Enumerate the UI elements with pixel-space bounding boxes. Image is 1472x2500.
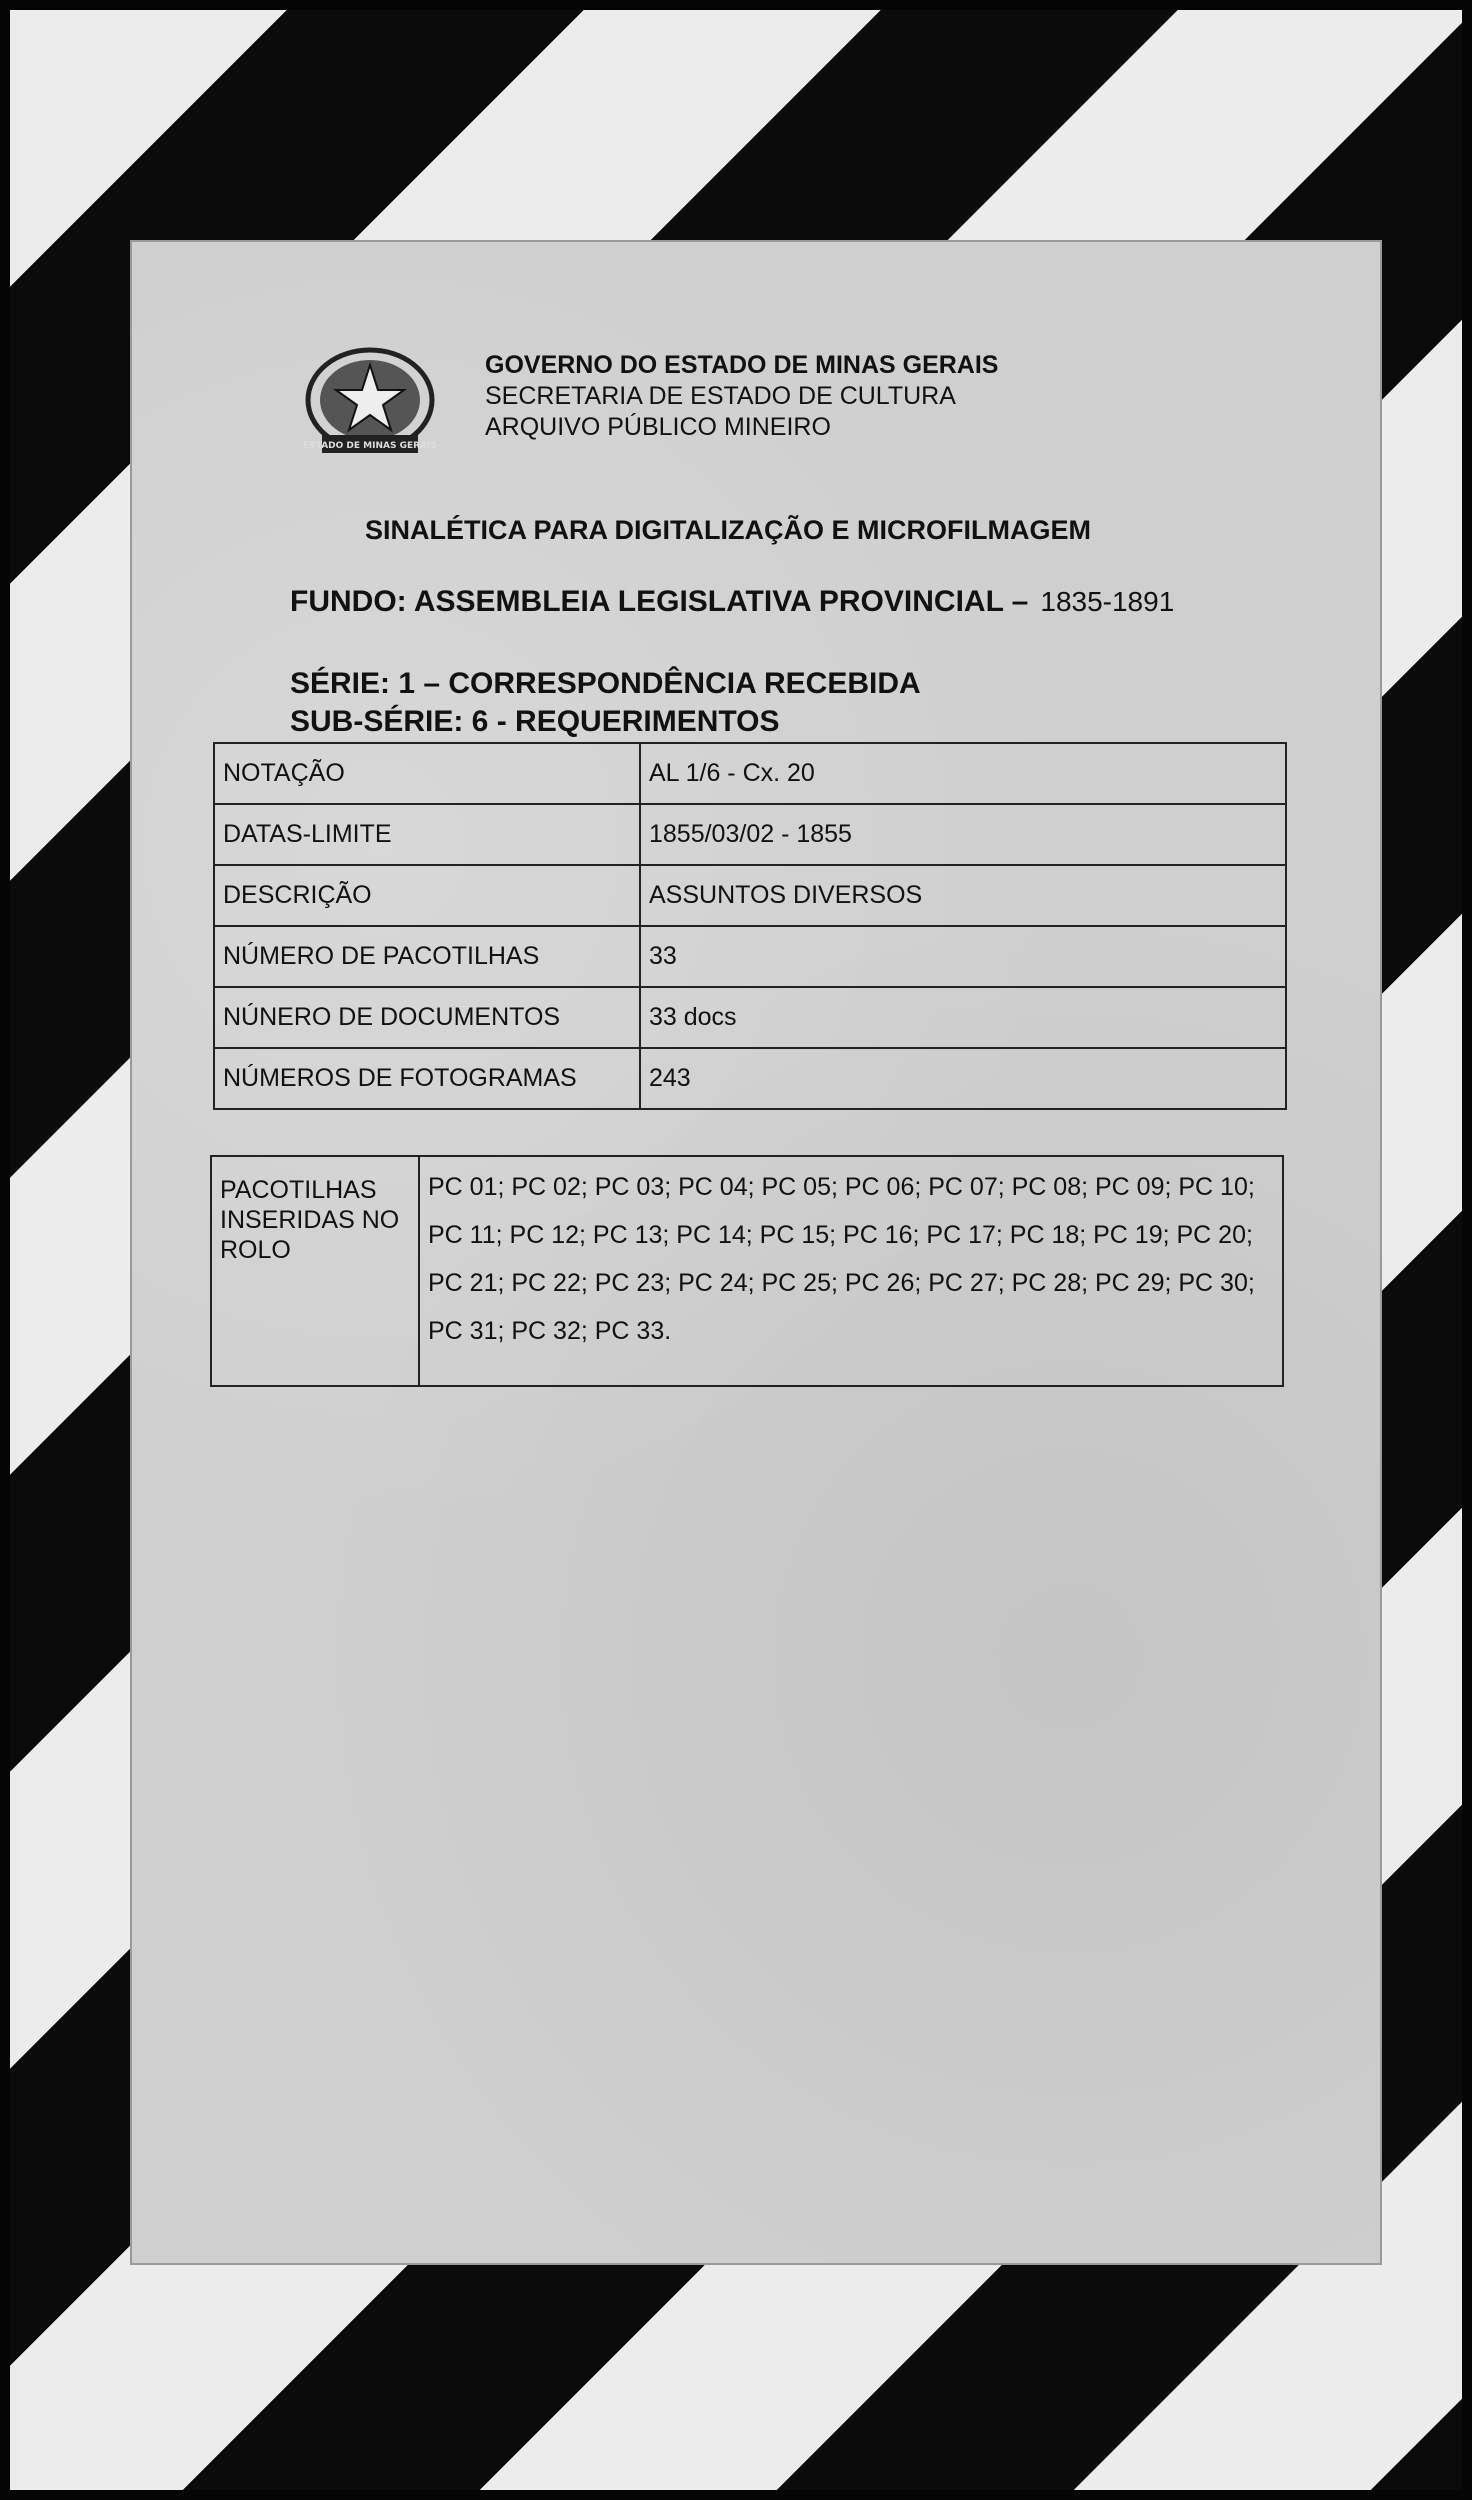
header-archive: ARQUIVO PÚBLICO MINEIRO	[485, 413, 831, 441]
rolo-label	[211, 1156, 419, 1386]
header-government: GOVERNO DO ESTADO DE MINAS GERAIS	[485, 351, 999, 379]
pacotilhas-line: PC 01; PC 02; PC 03; PC 04; PC 05; PC 06; PC 07; PC 08; PC 09; PC 10;	[428, 1173, 1255, 1201]
fundo-line	[290, 585, 1174, 619]
notacao-label: NOTAÇÃO	[214, 743, 640, 804]
pacotilhas-line: PC 11; PC 12; PC 13; PC 14; PC 15; PC 16; PC 17; PC 18; PC 19; PC 20;	[428, 1221, 1253, 1249]
fundo-years: 1835-1891	[1040, 586, 1175, 617]
rolo-label-line: PACOTILHAS	[220, 1176, 377, 1204]
fotogramas-count-label: NÚMEROS DE FOTOGRAMAS	[214, 1048, 640, 1109]
table-row	[214, 804, 1286, 865]
datas-limite-label: DATAS-LIMITE	[214, 804, 640, 865]
pacotilhas-line: PC 31; PC 32; PC 33.	[428, 1317, 672, 1345]
table-row	[214, 743, 1286, 804]
fundo-label: FUNDO: ASSEMBLEIA LEGISLATIVA PROVINCIAL –	[290, 585, 1029, 618]
metadata-table	[213, 742, 1287, 1110]
pacotilhas-rolo-table	[210, 1155, 1284, 1387]
notacao-value: AL 1/6 - Cx. 20	[640, 743, 1286, 804]
table-row	[214, 865, 1286, 926]
documentos-count-label: NÚNERO DE DOCUMENTOS	[214, 987, 640, 1048]
state-seal-emblem	[300, 345, 440, 465]
table-row	[214, 987, 1286, 1048]
subserie-line: SUB-SÉRIE: 6 - REQUERIMENTOS	[290, 705, 780, 738]
series-block	[290, 665, 921, 741]
descricao-value: ASSUNTOS DIVERSOS	[640, 865, 1286, 926]
documentos-count-value: 33 docs	[640, 987, 1286, 1048]
pacotilhas-count-label: NÚMERO DE PACOTILHAS	[214, 926, 640, 987]
rolo-label-line: INSERIDAS NO	[220, 1206, 400, 1234]
fotogramas-count-value: 243	[640, 1048, 1286, 1109]
seal-ribbon-text: ESTADO DE MINAS GERAIS	[303, 441, 437, 451]
header-secretariat: SECRETARIA DE ESTADO DE CULTURA	[485, 382, 956, 410]
datas-limite-value: 1855/03/02 - 1855	[640, 804, 1286, 865]
table-row	[214, 1048, 1286, 1109]
descricao-label: DESCRIÇÃO	[214, 865, 640, 926]
document-title: SINALÉTICA PARA DIGITALIZAÇÃO E MICROFILMAGEM	[365, 515, 1091, 545]
institution-header	[485, 350, 1385, 443]
table-row	[211, 1156, 1283, 1386]
rolo-label-line: ROLO	[220, 1236, 291, 1264]
serie-line: SÉRIE: 1 – CORRESPONDÊNCIA RECEBIDA	[290, 667, 921, 700]
pacotilhas-line: PC 21; PC 22; PC 23; PC 24; PC 25; PC 26; PC 27; PC 28; PC 29; PC 30;	[428, 1269, 1255, 1297]
rolo-pacotilhas-list	[419, 1156, 1283, 1386]
pacotilhas-count-value: 33	[640, 926, 1286, 987]
table-row	[214, 926, 1286, 987]
